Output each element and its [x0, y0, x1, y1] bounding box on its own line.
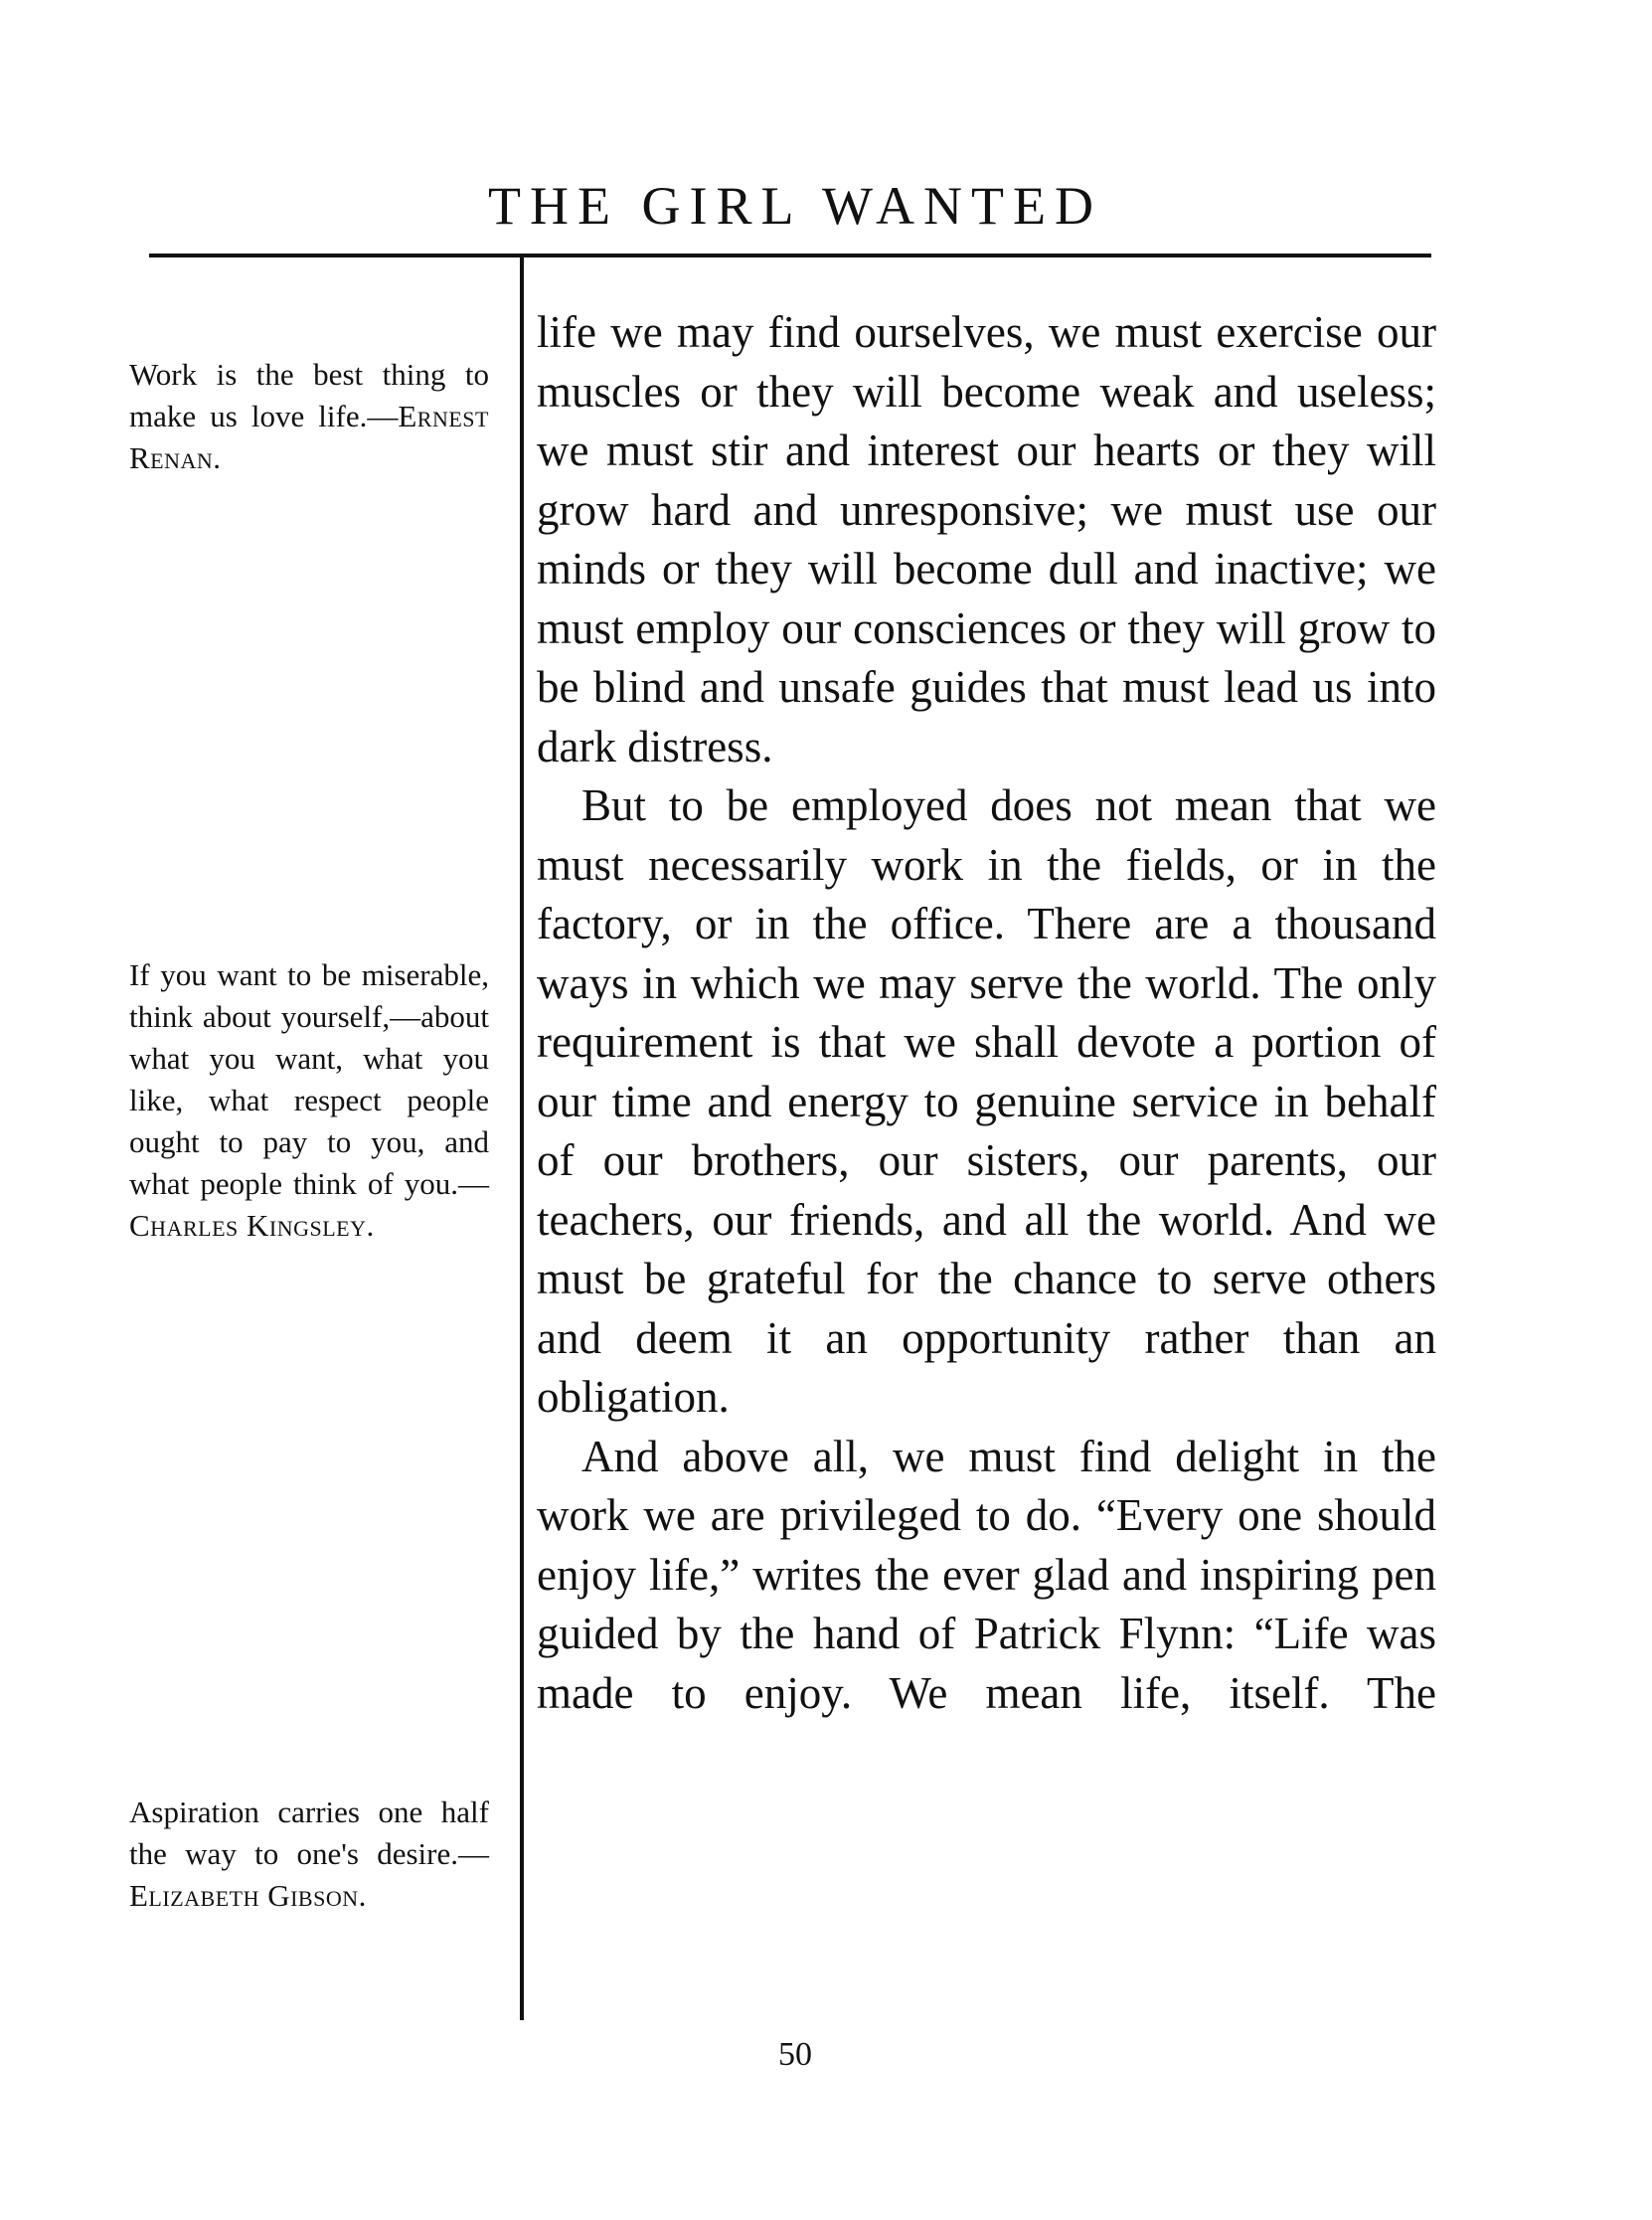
page-number: 50 [778, 2036, 812, 2073]
margin-quote-attribution: Ernest Renan. [129, 399, 489, 475]
margin-quote-kingsley [129, 954, 489, 1247]
body-paragraph-3: And above all, we must find delight in the work we are privileged to do. “Every one should enjoy life,” writes the ever glad and inspiring pen guided by the hand of Patrick Flynn: “Life was made to enjoy. We mean life, itself. The [537, 1431, 1436, 1718]
main-text-column [537, 303, 1436, 1723]
margin-quote-text: Aspiration carries one half the way to one's desire.— [129, 1794, 489, 1871]
column-divider [520, 256, 524, 2020]
margin-quote-renan [129, 354, 489, 479]
header-rule [149, 254, 1431, 257]
margin-quote-text: Work is the best thing to make us love life.— [129, 357, 489, 433]
margin-quote-gibson [129, 1792, 489, 1917]
body-paragraph-1: life we may find ourselves, we must exercise our muscles or they will become weak and useless; we must stir and interest our hearts or they will grow hard and unresponsive; we must use our minds or they will become dull and inactive; we must employ our consciences or they will grow to be blind and unsafe guides that must lead us into dark distress. [537, 307, 1436, 771]
margin-quote-text: If you want to be miserable, think about yourself,—about what you want, what you like, what respect people ought to pay to you, and what people think of you.— [129, 957, 489, 1201]
body-paragraph-2: But to be employed does not mean that we must necessarily work in the fields, or in the factory, or in the office. There are a thousand ways in which we may serve the world. The only requirement is that we shall devote a portion of our time and energy to genuine service in behalf of our brothers, our sisters, our parents, our teachers, our friends, and all the world. And we must be grateful for the chance to serve others and deem it an opportunity rather than an obligation. [537, 780, 1436, 1422]
margin-quote-attribution: Charles Kingsley. [129, 1208, 375, 1243]
margin-quote-attribution: Elizabeth Gibson. [129, 1878, 367, 1913]
running-title: THE GIRL WANTED [488, 176, 1102, 236]
